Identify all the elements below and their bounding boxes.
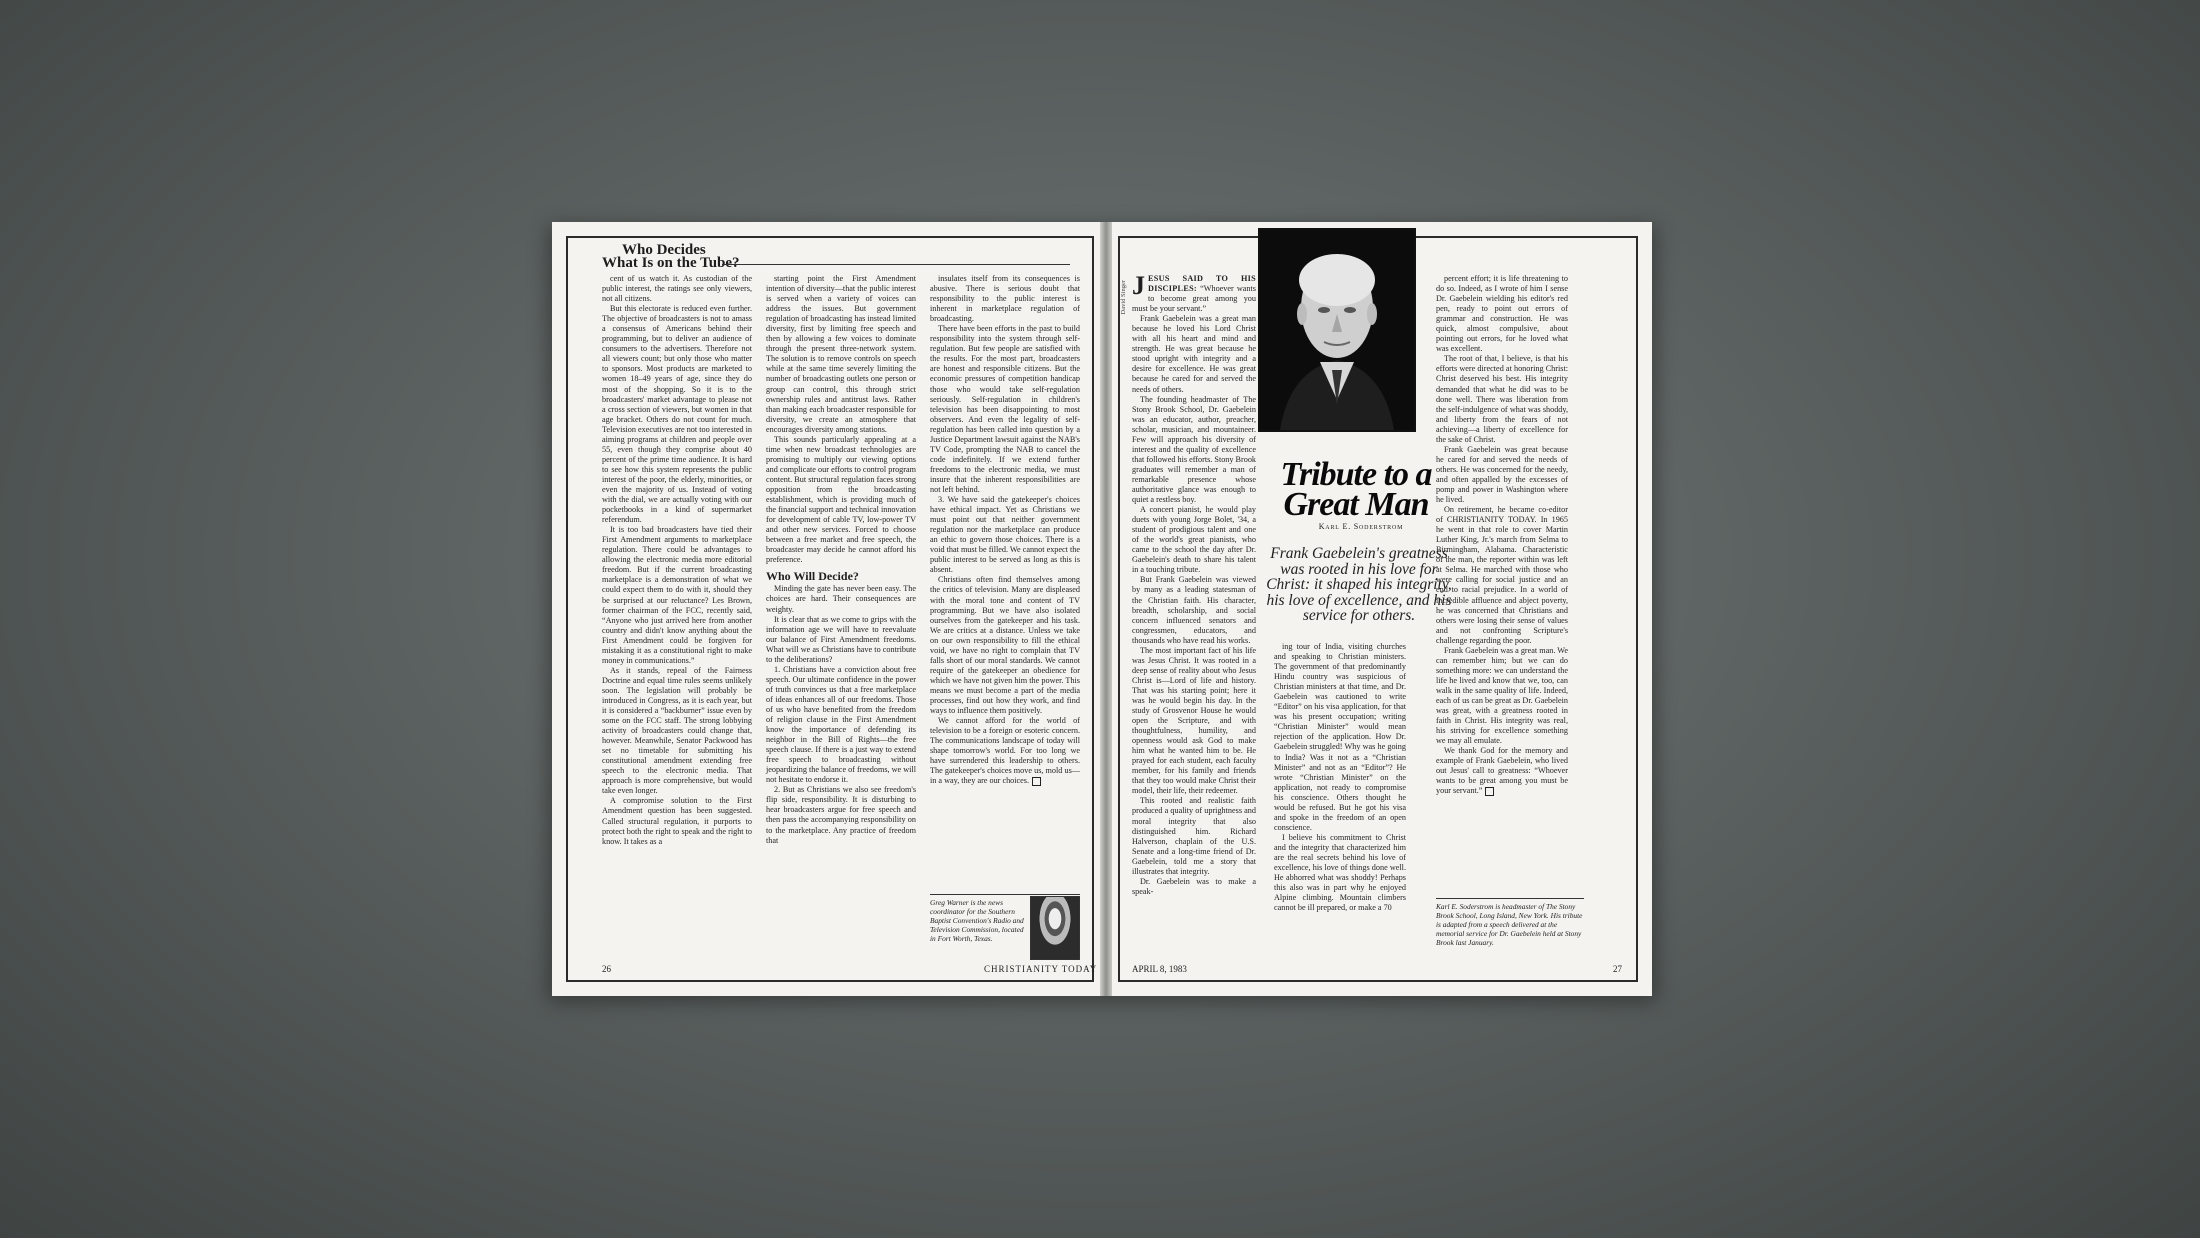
left-col3-paragraph: Christians often find themselves among the critics of television. Many are displeased with the moral tone and content of TV programming. But we have also isolated ourselves from the gatekeeper and his task. We are critics at a distance. Unless we take on our own responsibility to fill the ethical void, we have no right to complain that TV falls short of our moral standards. We cannot require of the gatekeeper an obedience for which we have not given him the power. This means we must become a part of the media processes, find out how they work, and find ways to influence them positively.: [930, 575, 1080, 716]
issue-date: APRIL 8, 1983: [1132, 964, 1187, 974]
right-col1-paragraph: The most important fact of his life was Jesus Christ. It was rooted in a deep sense of reality about who Jesus Christ is—Lord of life and history. That was his starting point; here it was he would begin his day. In the study of Grosvenor House he would open the Scripture, and with thoughtfulness, humility, and openness would ask God to make him what he wanted him to be. He prayed for each student, each faculty member, for his family and friends that they too would make Christ their model, their life, their redeemer.: [1132, 645, 1256, 796]
byline: Karl E. Soderstrom: [1318, 522, 1404, 531]
author-photo: [1030, 896, 1080, 960]
author-note: Karl E. Soderstrom is headmaster of The Stony Brook School, Long Island, New York. His tribute is adapted from a speech delivered at the memorial service for Dr. Gaebelein held at Stony Brook last January.: [1436, 902, 1583, 947]
end-mark: [1485, 787, 1494, 796]
page-number-right: 27: [1613, 964, 1622, 974]
spacer: [1572, 274, 1573, 275]
magazine-spread: [552, 222, 1652, 996]
right-col3-paragraph: percent effort; it is life threatening to do so. Indeed, as I wrote of him I sense Dr. Gaebelein wielding his editor's red pen, ready to point out errors of grammar and construction. He was quick, almost compulsive, about pointing out errors, for he loved what was excellent.: [1436, 274, 1568, 354]
author-bio: Greg Warner is the news coordinator for the Southern Baptist Convention's Radio and Television Commission, located in Fort Worth, Texas.: [930, 898, 1024, 943]
left-col3-paragraph: There have been efforts in the past to build responsibility into the system through self-regulation. But few people are satisfied with the results. For the most part, broadcasters are honest and responsible citizens. But the economic pressures of competition handicap those who would take self-regulation seriously. Self-regulation in children's television has been disappointing to most observers. And even the legality of self-regulation has been called into question by a Justice Department lawsuit against the NAB's TV Code, prompting the NAB to cancel the code indefinitely. If we extend further freedoms to the electronic media, we must insure that the inherent responsibilities are not left behind.: [930, 324, 1080, 494]
left-col1-paragraph: cent of us watch it. As custodian of the public interest, the ratings see only viewers, not all citizens.: [602, 274, 752, 304]
drop-cap: J: [1132, 271, 1145, 300]
left-col1-paragraph: It is too bad broadcasters have tied their First Amendment arguments to marketplace regulation. There could be advantages to allowing the electronic media more editorial freedom. But if the current broadcasting marketplace is a demonstration of what we could expect them to do with it, should they be surprised at our reluctance? Les Brown, former chairman of the FCC, recently said, “Anyone who just arrived here from another country and didn't know anything about the First Amendment could be forgiven for mistaking it as a constitutional right to make money in communications.”: [602, 525, 752, 665]
photo-credit: David Singer: [1120, 280, 1127, 315]
right-column-2: [1274, 642, 1406, 967]
right-col3-paragraph: We thank God for the memory and example of Frank Gaebelein, who lived out Jesus' call to greatness: “Whoever wants to be great among you must be your servant.”: [1436, 746, 1568, 796]
right-col2-paragraph: ing tour of India, visiting churches and speaking to Christian ministers. The government of that predominantly Hindu country was suspicious of Christian ministers at that time, and Dr. Gaebelein was cautioned to write “Editor” on his visa application, for that was his present occupation; writing “Christian Minister” would mean rejection of the application. How Dr. Gaebelein struggled! Why was he going to India? Was it not as a “Christian Minister” and not as an “Editor”? He wrote “Christian Minister” on the application, not ready to compromise his conscience. Others thought he would be refused. But he got his visa and spoke in the freedom of an open conscience.: [1274, 642, 1406, 832]
running-head: [602, 244, 740, 270]
left-col2b-paragraph: 1. Christians have a conviction about free speech. Our ultimate confidence in the power of truth convinces us that a free marketplace of ideas enhances all of our freedoms. Those of us who have benefited from the freedom of religion clause in the First Amendment know the importance of defending its neighbor in the Bill of Rights—the free speech clause. If there is a just way to extend free speech to broadcasting without jeopardizing the balance of freedoms, we will not hesitate to endorse it.: [766, 664, 916, 785]
running-head-line1: Who Decides: [622, 242, 706, 258]
left-col3-paragraph: 3. We have said the gatekeeper's choices have ethical impact. Yet as Christians we must point out that neither government regulation nor the marketplace can produce an ethic to govern those choices. There is a void that must be filled. We cannot expect the public interest to be served as long as this is absent.: [930, 495, 1080, 575]
left-col2-paragraph: This sounds particularly appealing at a time when new broadcast technologies are promising to multiply our viewing options and complicate our efforts to control program content. But structural regulation faces strong opposition from the broadcasting establishment, which is providing much of the financial support and technical innovation for development of cable TV, low-power TV and other new services. Forced to choose between a free market and free speech, the broadcaster may decide he cannot afford his preference.: [766, 434, 916, 565]
pull-quote: Frank Gaebelein's greatness was rooted in his love for Christ: it shaped his integrity, his love of excellence, and his service for others.: [1266, 545, 1452, 624]
left-col1-paragraph: A compromise solution to the First Amendment question has been suggested. Called structural regulation, it purports to protect both the right to speak and the right to know. It takes as a: [602, 796, 752, 846]
left-col3-paragraph: insulates itself from its consequences is abusive. There is serious doubt that responsibility to the public interest is inherent in marketplace regulation of broadcasting.: [930, 274, 1080, 324]
page-number-left: 26: [602, 964, 611, 974]
article-title: [1276, 456, 1436, 523]
header-rule: [722, 264, 1070, 265]
bio-rule: [930, 894, 1080, 895]
right-col1-paragraph: Dr. Gaebelein was to make a speak-: [1132, 876, 1256, 896]
left-col2b-paragraph: Minding the gate has never been easy. The choices are hard. Their consequences are weighty.: [766, 584, 916, 614]
title-line1: Tribute to a: [1280, 456, 1432, 493]
right-col1-paragraph: “Whoever wants to become great among you must be your servant.”: [1132, 284, 1256, 314]
portrait-image: [1260, 230, 1414, 430]
left-col1-paragraph: But this electorate is reduced even further. The objective of broadcasters is not to amass a consensus of Americans behind their programming, but to deliver an audience of consumers to the advertisers. Therefore not all viewers count; but only those who matter to sponsors. Most products are marketed to women 18–49 years of age, since they do most of the shopping. So it is to the broadcasters' market advantage to please not a cross section of viewers, but women in that age bracket. Others do not count for much. Television executives are not too interested in aiming programs at children and people over 55, even though they comprise about 40 percent of the prime time audience. It is hard to see how this system represents the public interest of the poor, the elderly, minorities, or even the majority of us. Instead of voting with the dial, we are actually voting with our pocketbooks in a kind of supermarket referendum.: [602, 304, 752, 525]
lead-caps: ESUS SAID TO HIS DISCIPLES:: [1148, 274, 1256, 294]
right-column-3: [1436, 274, 1568, 894]
gutter: [1100, 222, 1112, 996]
left-page: [552, 222, 1100, 996]
right-column-1: [1132, 271, 1257, 896]
right-col1-paragraph: The founding headmaster of The Stony Brook School, Dr. Gaebelein was an educator, author, preacher, scholar, musician, and mountaineer. Few will approach his diversity of interest and the quality of excellence that followed his efforts. Stony Brook graduates will remember a man of remarkable presence whose authoritative glance was enough to quiet a restless boy.: [1132, 394, 1257, 505]
running-head-line2: What Is on the Tube?: [602, 255, 740, 271]
left-col2b-paragraph: 2. But as Christians we also see freedom's flip side, responsibility. It is disturbing to hear broadcasters argue for free speech and then pass the accompanying responsibility on to the marketplace. Any practice of freedom that: [766, 785, 916, 845]
right-page: [1112, 222, 1652, 996]
left-column-3: [930, 274, 1080, 894]
subhead: Who Will Decide?: [766, 569, 859, 584]
right-col1-paragraph: But Frank Gaebelein was viewed by many as a leading statesman of the Christian faith. His character, breadth, scholarship, and social concern influenced senators and congressmen, educators, and thousands who have read his works.: [1132, 575, 1256, 645]
end-mark: [1032, 777, 1041, 786]
magazine-name: CHRISTIANITY TODAY: [984, 964, 1098, 974]
left-col1-paragraph: As it stands, repeal of the Fairness Doctrine and equal time rules seems unlikely soon. The legislation will probably be introduced in Congress, as it is each year, but it is considered a “backburner” issue even by some on the FCC staff. The strong lobbying activity of broadcasters could change that, however. Meanwhile, Senator Packwood has set no timetable for submitting his constitutional amendment extending free speech to the electronic media. That approach is more comprehensive, but would take even longer.: [602, 665, 752, 796]
right-col3-paragraph: The root of that, I believe, is that his efforts were directed at honoring Christ: Christ deserved his best. His integrity demanded that what he did was to be done well. There was liberation from the self-indulgence of what was shoddy, and liberty from the fears of not achieving—a liberty of excellence for the sake of Christ.: [1436, 354, 1568, 444]
left-col2b-paragraph: It is clear that as we come to grips with the information age we will have to reevaluate our balance of First Amendment freedoms. What will we as Christians have to contribute to the deliberations?: [766, 614, 916, 664]
left-col3-paragraph: We cannot afford for the world of television to be a foreign or esoteric concern. The communications landscape of today will shape tomorrow's world. For too long we have surrendered this leadership to others. The gatekeeper's choices move us, mold us—in a way, they are our choices.: [930, 716, 1080, 786]
right-col3-paragraph: Frank Gaebelein was a great man. We can remember him; but we can do something more: we can understand the life he lived and know that we, too, can walk in the same quality of life. Indeed, each of us can be great as Dr. Gaebelein was great, with a greatness rooted in faith in Christ. His integrity was real, his striving for excellence something we may all emulate.: [1436, 645, 1568, 746]
left-column-1: [602, 274, 752, 964]
right-col3-paragraph: On retirement, he became co-editor of CHRISTIANITY TODAY. In 1965 he went in that role to cover Martin Luther King, Jr.'s march from Selma to Birmingham, Alabama. Characteristic of the man, the reporter within was left at Selma. He marched with those who were calling for social justice and an end to racial prejudice. In a world of incredible affluence and abject poverty, he was concerned that Christians and others were losing their sense of values and not confronting Scripture's challenge regarding the poor.: [1436, 505, 1568, 645]
title-line2: Great Man: [1283, 486, 1429, 523]
note-rule: [1436, 898, 1584, 899]
right-col2-paragraph: I believe his commitment to Christ and the integrity that characterized him are the real secrets behind his love of excellence, his love of things done well. He abhorred what was shoddy! Perhaps this also was in part why he enjoyed Alpine climbing. Mountain climbers cannot be ill prepared, or make a 70: [1274, 832, 1406, 913]
left-column-2: [766, 274, 916, 964]
right-col1-paragraph: Frank Gaebelein was a great man because he loved his Lord Christ with all his heart and mind and strength. He was great because he stood upright with integrity and a desire for excellence. He was great because he cared for and served the needs of others.: [1132, 314, 1256, 394]
left-col2-paragraph: starting point the First Amendment intention of diversity—that the public interest is served when a variety of voices can address the issues. But government regulation of broadcasting has instead limited diversity, first by limiting free speech and then by allowing a few voices to dominate through the present three-network system. The solution is to remove controls on speech while at the same time severely limiting the number of broadcasting outlets one person or group can control, this through strict ownership rules and antitrust laws. Rather than making each broadcaster responsible for diversity, we create an atmosphere that encourages diversity among stations.: [766, 274, 916, 434]
right-col1-paragraph: A concert pianist, he would play duets with young Jorge Bolet, '34, a student of prodigious talent and one of the world's great pianists, who came to the school the day after Dr. Gaebelein's death to share his talent in a touching tribute.: [1132, 505, 1256, 575]
right-col3-paragraph: Frank Gaebelein was great because he cared for and served the needs of others. He was concerned for the needy, and often appalled by the excesses of pomp and power in Washington where he lived.: [1436, 444, 1568, 505]
right-col1-paragraph: This rooted and realistic faith produced a quality of uprightness and moral integrity that also distinguished him. Richard Halverson, chaplain of the U.S. Senate and a long-time friend of Dr. Gaebelein, told me a story that illustrates that integrity.: [1132, 796, 1256, 876]
portrait-photo: [1258, 228, 1416, 432]
